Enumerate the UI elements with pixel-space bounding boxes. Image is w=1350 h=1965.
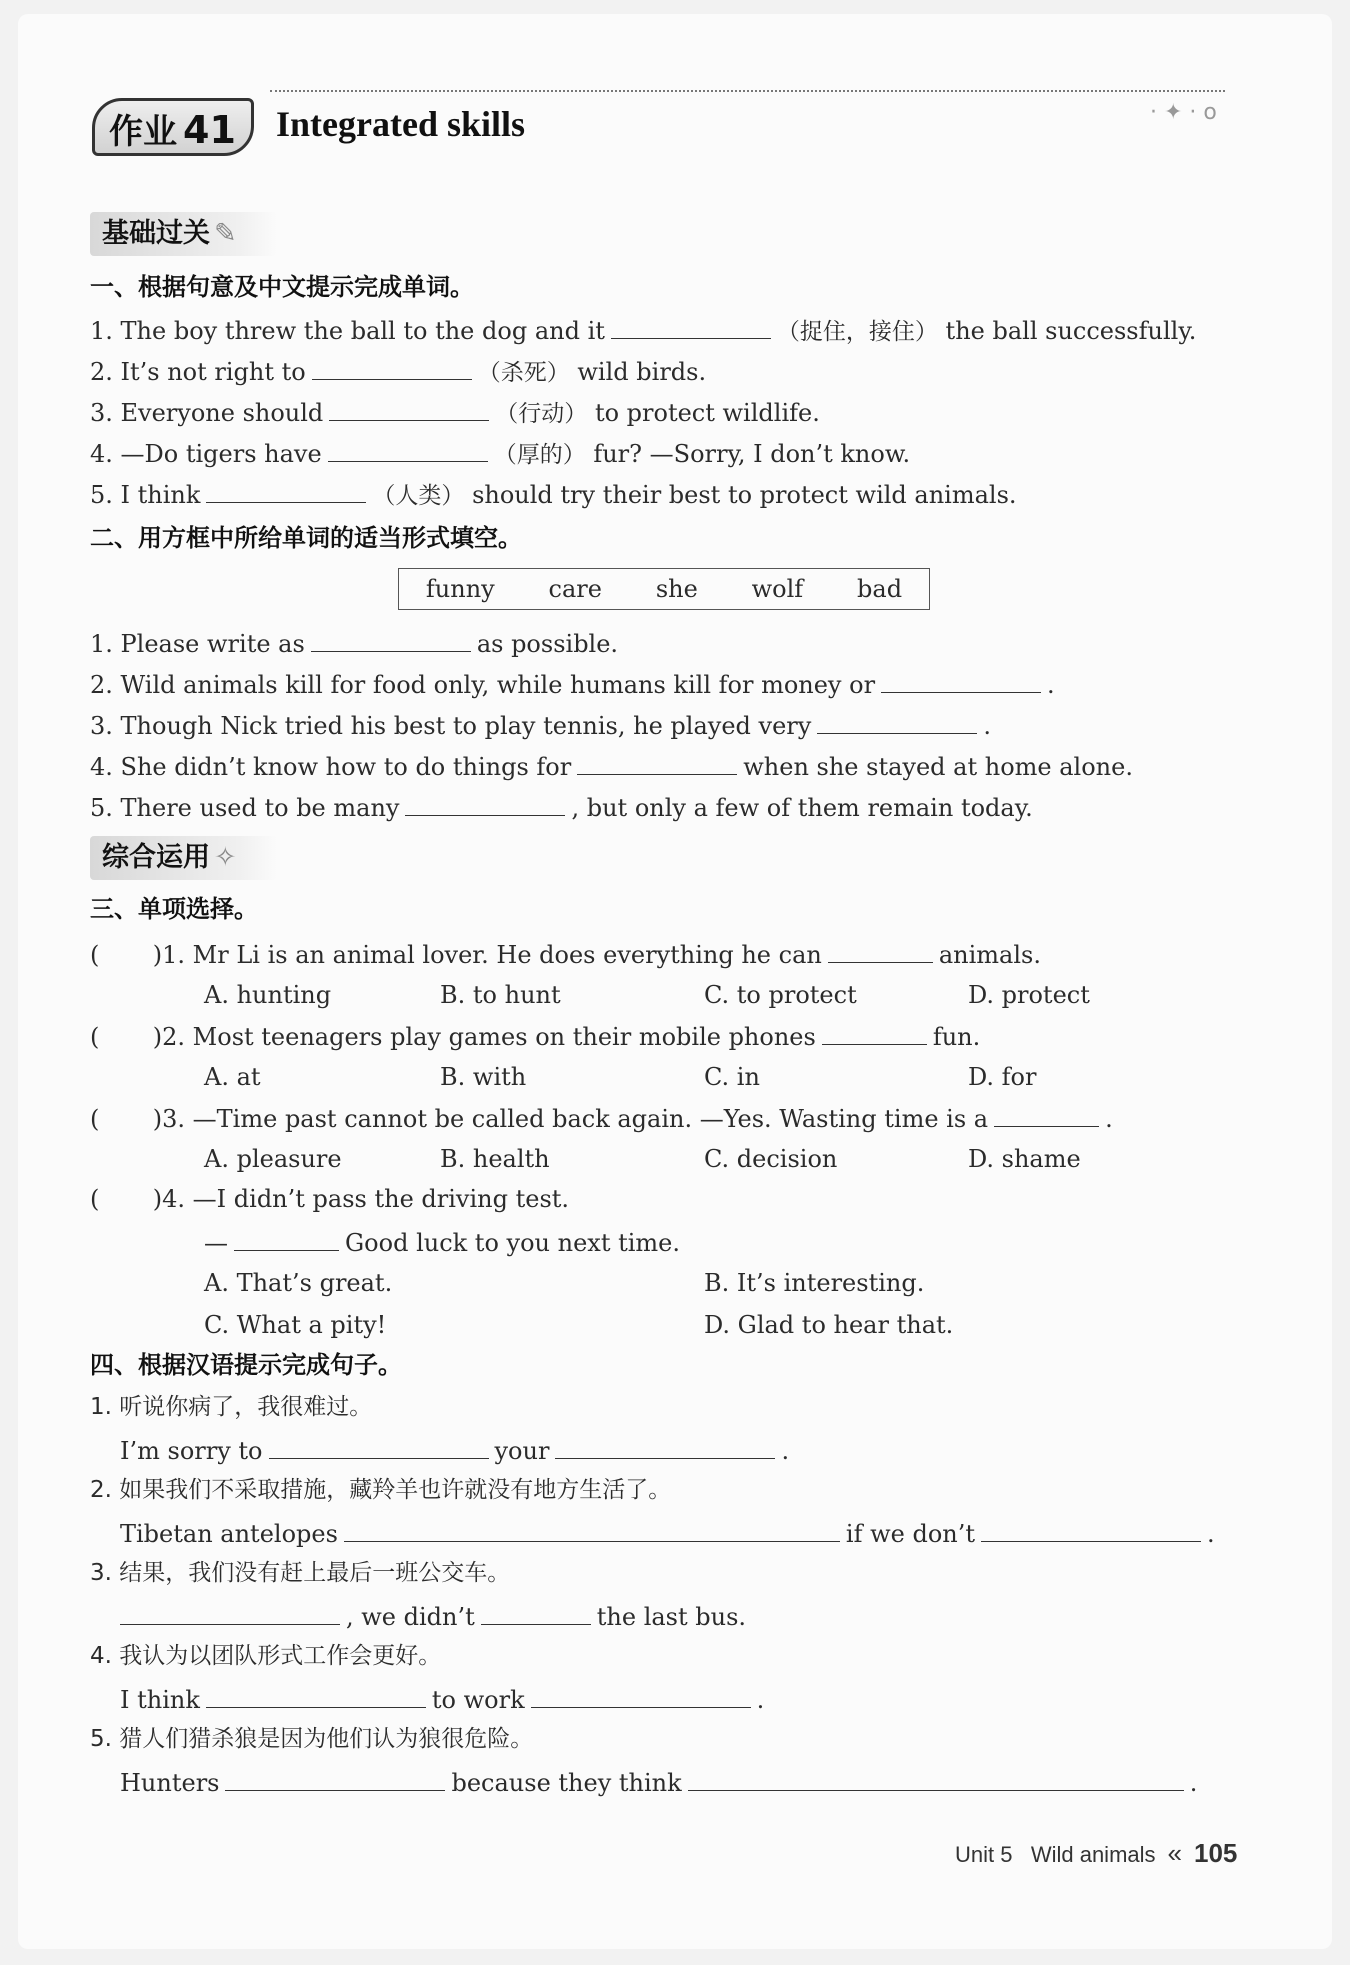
chinese-hint: （厚的） [493, 442, 586, 468]
mc-question-4 [90, 1184, 569, 1214]
question-text: . [1105, 1105, 1113, 1133]
option-c: C. to protect [704, 981, 857, 1009]
translation-prompt-5: 5. 猎人们猎杀狼是因为他们认为狼很危险。 [90, 1726, 534, 1752]
option-a: A. hunting [204, 981, 332, 1009]
answer-blank[interactable] [688, 1766, 1184, 1791]
question-text: — [204, 1229, 228, 1257]
sentence-text: to work [431, 1686, 525, 1714]
item-text: when she stayed at home alone. [743, 753, 1133, 781]
sentence-text: . [781, 1437, 790, 1465]
header-dotted-rule [270, 90, 1225, 92]
question-number: )3. [152, 1105, 186, 1133]
question-text: Mr Li is an animal lover. He does everything he can [192, 941, 822, 969]
word-option: she [655, 575, 698, 603]
item-text: . [983, 712, 991, 740]
badge-number: 41 [183, 108, 236, 152]
word-option: funny [425, 575, 495, 603]
answer-bracket[interactable]: ( [90, 1105, 153, 1133]
unit-topic: Wild animals [1030, 1842, 1156, 1867]
translation-prompt-1: 1. 听说你病了，我很难过。 [90, 1394, 373, 1420]
option-b: B. with [440, 1063, 527, 1091]
sentence-text: your [494, 1437, 550, 1465]
part1-item-3 [90, 396, 820, 429]
mc-question-2 [90, 1020, 980, 1052]
translation-answer-3 [120, 1600, 746, 1632]
part2-item-1 [90, 627, 618, 659]
part2-item-5 [90, 791, 1033, 823]
option-b: B. to hunt [440, 981, 561, 1009]
pencil-icon: ✎ [214, 218, 237, 249]
option-d: D. for [968, 1063, 1037, 1091]
item-text: , but only a few of them remain today. [571, 794, 1033, 822]
option-c: C. What a pity! [204, 1311, 387, 1339]
section-tag-label: 综合运用 [102, 842, 210, 873]
chinese-hint: （杀死） [477, 360, 570, 386]
mc-question-1 [90, 938, 1041, 970]
mc-question-4-reply [204, 1226, 680, 1258]
item-text: fur? —Sorry, I don’t know. [593, 440, 911, 468]
part1-heading: 一、根据句意及中文提示完成单词。 [90, 273, 474, 301]
answer-blank[interactable] [531, 1683, 751, 1708]
double-chevron-left-icon: « [1167, 1838, 1182, 1868]
option-d: D. shame [968, 1145, 1081, 1173]
sentence-text: the last bus. [596, 1603, 747, 1631]
item-text: 1. The boy threw the ball to the dog and it [90, 317, 605, 345]
option-b: B. It’s interesting. [704, 1269, 925, 1297]
word-box [398, 568, 930, 610]
answer-bracket[interactable]: ( [90, 1023, 153, 1051]
part3-heading: 三、单项选择。 [90, 895, 258, 923]
word-option: bad [857, 575, 903, 603]
question-text: animals. [938, 941, 1041, 969]
item-text: 1. Please write as [90, 630, 305, 658]
answer-bracket[interactable]: ( [90, 941, 153, 969]
sparkle-icon: ✧ [214, 842, 237, 873]
sentence-text: because they think [451, 1769, 682, 1797]
item-text: wild birds. [577, 358, 707, 386]
sentence-text: I think [120, 1686, 200, 1714]
answer-blank[interactable] [206, 478, 366, 503]
sentence-text: if we don’t [845, 1520, 976, 1548]
option-a: A. pleasure [204, 1145, 342, 1173]
answer-blank[interactable] [269, 1434, 489, 1459]
question-number: )2. [152, 1023, 186, 1051]
question-number: )4. [152, 1185, 186, 1213]
question-text: —I didn’t pass the driving test. [192, 1185, 570, 1213]
section-tag-label: 基础过关 [102, 218, 210, 249]
answer-blank[interactable] [206, 1683, 426, 1708]
answer-blank [822, 1020, 927, 1045]
item-text: 4. —Do tigers have [90, 440, 322, 468]
sentence-text: Tibetan antelopes [120, 1520, 338, 1548]
answer-blank[interactable] [328, 437, 488, 462]
word-option: wolf [751, 575, 804, 603]
translation-answer-4 [120, 1683, 764, 1715]
question-text: Most teenagers play games on their mobile phones [192, 1023, 816, 1051]
item-text: should try their best to protect wild animals. [472, 481, 1017, 509]
assignment-badge [92, 98, 254, 156]
answer-blank[interactable] [555, 1434, 775, 1459]
page-title: Integrated skills [276, 104, 526, 144]
part1-item-5 [90, 478, 1017, 511]
sparkle-icon: · ✦ · o [1150, 100, 1217, 125]
item-text: the ball successfully. [945, 317, 1197, 345]
page-number: 105 [1194, 1838, 1238, 1868]
answer-blank[interactable] [881, 668, 1041, 693]
translation-answer-5 [120, 1766, 1197, 1798]
item-text: 4. She didn’t know how to do things for [90, 753, 572, 781]
unit-label: Unit 5 [955, 1842, 1013, 1867]
part1-item-1 [90, 314, 1196, 347]
item-text: 2. It’s not right to [90, 358, 306, 386]
section-tag-basics [90, 212, 277, 256]
item-text: . [1047, 671, 1055, 699]
question-text: Good luck to you next time. [345, 1229, 681, 1257]
part2-heading: 二、用方框中所给单词的适当形式填空。 [90, 524, 522, 552]
translation-answer-2 [120, 1517, 1215, 1549]
translation-answer-1 [120, 1434, 789, 1466]
translation-prompt-3: 3. 结果，我们没有赶上最后一班公交车。 [90, 1560, 511, 1586]
option-b: B. health [440, 1145, 550, 1173]
answer-blank[interactable] [817, 709, 977, 734]
sentence-text: . [1207, 1520, 1215, 1548]
item-text: 3. Everyone should [90, 399, 324, 427]
answer-blank[interactable] [344, 1517, 840, 1542]
page-footer [955, 1838, 1237, 1869]
answer-blank[interactable] [120, 1600, 340, 1625]
answer-blank [828, 938, 933, 963]
badge-label: 作业 [109, 112, 177, 152]
item-text: 3. Though Nick tried his best to play tennis, he played very [90, 712, 812, 740]
translation-prompt-2: 2. 如果我们不采取措施，藏羚羊也许就没有地方生活了。 [90, 1477, 672, 1503]
answer-blank[interactable] [611, 314, 771, 339]
question-number: )1. [152, 941, 186, 969]
chinese-hint: （捉住，接住） [776, 319, 938, 345]
option-d: D. Glad to hear that. [704, 1311, 954, 1339]
option-d: D. protect [968, 981, 1090, 1009]
section-tag-application [90, 836, 277, 880]
translation-prompt-4: 4. 我认为以团队形式工作会更好。 [90, 1643, 442, 1669]
item-text: 5. I think [90, 481, 201, 509]
answer-blank[interactable] [225, 1766, 445, 1791]
answer-blank [234, 1226, 339, 1251]
part1-item-4 [90, 437, 910, 470]
part2-item-4 [90, 750, 1133, 782]
answer-blank[interactable] [311, 627, 471, 652]
option-c: C. decision [704, 1145, 838, 1173]
sentence-text: , we didn’t [346, 1603, 475, 1631]
part1-item-2 [90, 355, 706, 388]
mc-question-3 [90, 1102, 1113, 1134]
part2-item-2 [90, 668, 1055, 700]
sentence-text: I’m sorry to [120, 1437, 263, 1465]
question-text: —Time past cannot be called back again. —Yes. Wasting time is a [192, 1105, 989, 1133]
question-text: fun. [932, 1023, 981, 1051]
answer-blank[interactable] [405, 791, 565, 816]
item-text: 5. There used to be many [90, 794, 400, 822]
answer-blank[interactable] [481, 1600, 591, 1625]
answer-blank[interactable] [577, 750, 737, 775]
answer-blank[interactable] [981, 1517, 1201, 1542]
sentence-text: Hunters [120, 1769, 220, 1797]
item-text: 2. Wild animals kill for food only, while humans kill for money or [90, 671, 876, 699]
part4-heading: 四、根据汉语提示完成句子。 [90, 1351, 402, 1379]
chinese-hint: （人类） [372, 483, 465, 509]
chinese-hint: （行动） [495, 401, 588, 427]
answer-blank[interactable] [312, 355, 472, 380]
answer-bracket[interactable]: ( [90, 1185, 153, 1213]
item-text: as possible. [476, 630, 619, 658]
item-text: to protect wildlife. [594, 399, 820, 427]
option-c: C. in [704, 1063, 760, 1091]
part2-item-3 [90, 709, 991, 741]
sentence-text: . [756, 1686, 765, 1714]
option-a: A. That’s great. [204, 1269, 393, 1297]
option-a: A. at [204, 1063, 261, 1091]
sentence-text: . [1189, 1769, 1198, 1797]
answer-blank[interactable] [329, 396, 489, 421]
answer-blank [994, 1102, 1099, 1127]
word-option: care [548, 575, 602, 603]
